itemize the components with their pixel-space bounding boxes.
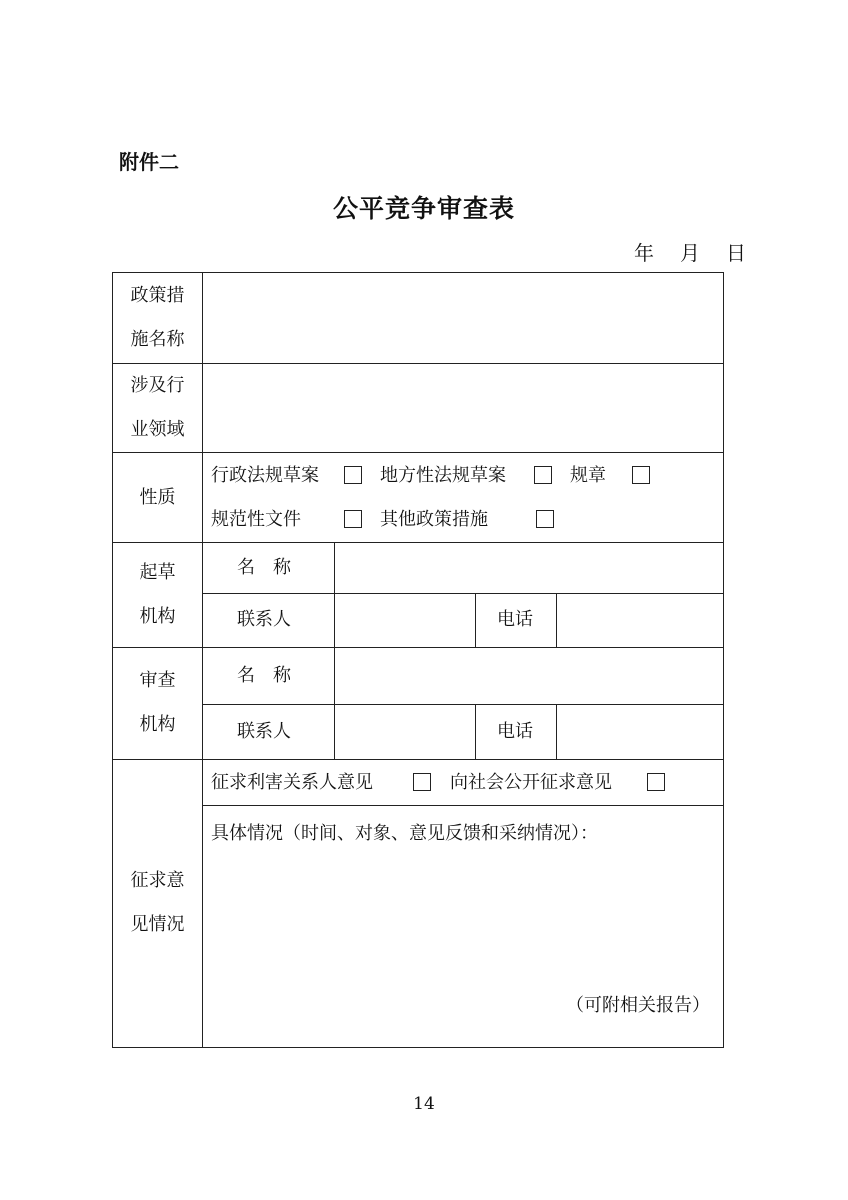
date-line xyxy=(634,237,746,266)
review-name-label: 名 称 xyxy=(237,665,291,686)
policy-name-field[interactable] xyxy=(203,273,723,363)
date-year: 年 xyxy=(634,241,654,265)
consultation-details-label: 具体情况（时间、对象、意见反馈和采纳情况）： xyxy=(211,823,598,844)
review-phone-field[interactable] xyxy=(557,705,723,759)
review-phone-label: 电话 xyxy=(497,721,533,742)
label-line: 机构 xyxy=(139,606,176,627)
row-divider xyxy=(113,452,723,453)
label-line: 业领域 xyxy=(130,419,185,440)
option-normative-document: 规范性文件 xyxy=(211,509,301,530)
drafting-org-label xyxy=(113,551,202,639)
review-form-table xyxy=(112,272,724,1048)
checkbox-stakeholder-consultation[interactable] xyxy=(413,773,431,791)
checkbox-local-regulation-draft[interactable] xyxy=(534,466,552,484)
review-contact-label: 联系人 xyxy=(237,721,291,742)
label-line: 见情况 xyxy=(130,914,185,935)
industry-field[interactable] xyxy=(203,364,723,452)
row-divider xyxy=(202,805,723,806)
checkbox-public-consultation[interactable] xyxy=(647,773,665,791)
label-line: 机构 xyxy=(139,714,176,735)
drafting-phone-field[interactable] xyxy=(557,594,723,647)
checkbox-rules[interactable] xyxy=(632,466,650,484)
review-org-label xyxy=(113,659,202,747)
industry-label xyxy=(113,364,202,452)
option-rules: 规章 xyxy=(570,465,606,486)
drafting-contact-label: 联系人 xyxy=(237,609,291,630)
form-title: 公平竞争审查表 xyxy=(332,194,515,223)
label-line: 施名称 xyxy=(130,329,185,350)
drafting-phone-label: 电话 xyxy=(497,609,533,630)
drafting-name-label: 名 称 xyxy=(237,557,291,578)
option-other-policy-measures: 其他政策措施 xyxy=(380,509,488,530)
review-contact-field[interactable] xyxy=(335,705,475,759)
column-divider xyxy=(475,593,476,647)
consultation-label xyxy=(113,859,202,947)
option-local-regulation-draft: 地方性法规草案 xyxy=(380,465,506,486)
page-number: 14 xyxy=(413,1094,435,1114)
attachment-label: 附件二 xyxy=(119,150,179,174)
policy-name-label xyxy=(113,274,202,362)
label-line: 起草 xyxy=(139,562,176,583)
checkbox-normative-document[interactable] xyxy=(344,510,362,528)
option-stakeholder-consultation: 征求利害关系人意见 xyxy=(211,772,373,793)
label-line: 审查 xyxy=(139,670,176,691)
drafting-contact-field[interactable] xyxy=(335,594,475,647)
drafting-name-field[interactable] xyxy=(335,543,723,593)
option-admin-regulation-draft: 行政法规草案 xyxy=(211,465,319,486)
column-divider xyxy=(475,704,476,759)
date-month: 月 xyxy=(680,241,700,265)
checkbox-admin-regulation-draft[interactable] xyxy=(344,466,362,484)
option-public-consultation: 向社会公开征求意见 xyxy=(450,772,612,793)
row-divider xyxy=(113,759,723,760)
label-line: 征求意 xyxy=(130,870,185,891)
nature-label: 性质 xyxy=(139,487,176,508)
label-line: 涉及行 xyxy=(130,375,185,396)
consultation-details-field[interactable] xyxy=(203,853,723,1003)
review-name-field[interactable] xyxy=(335,648,723,704)
checkbox-other-policy-measures[interactable] xyxy=(536,510,554,528)
label-line: 政策措 xyxy=(130,285,185,306)
attach-report-note: （可附相关报告） xyxy=(566,995,710,1016)
date-day: 日 xyxy=(726,241,746,265)
